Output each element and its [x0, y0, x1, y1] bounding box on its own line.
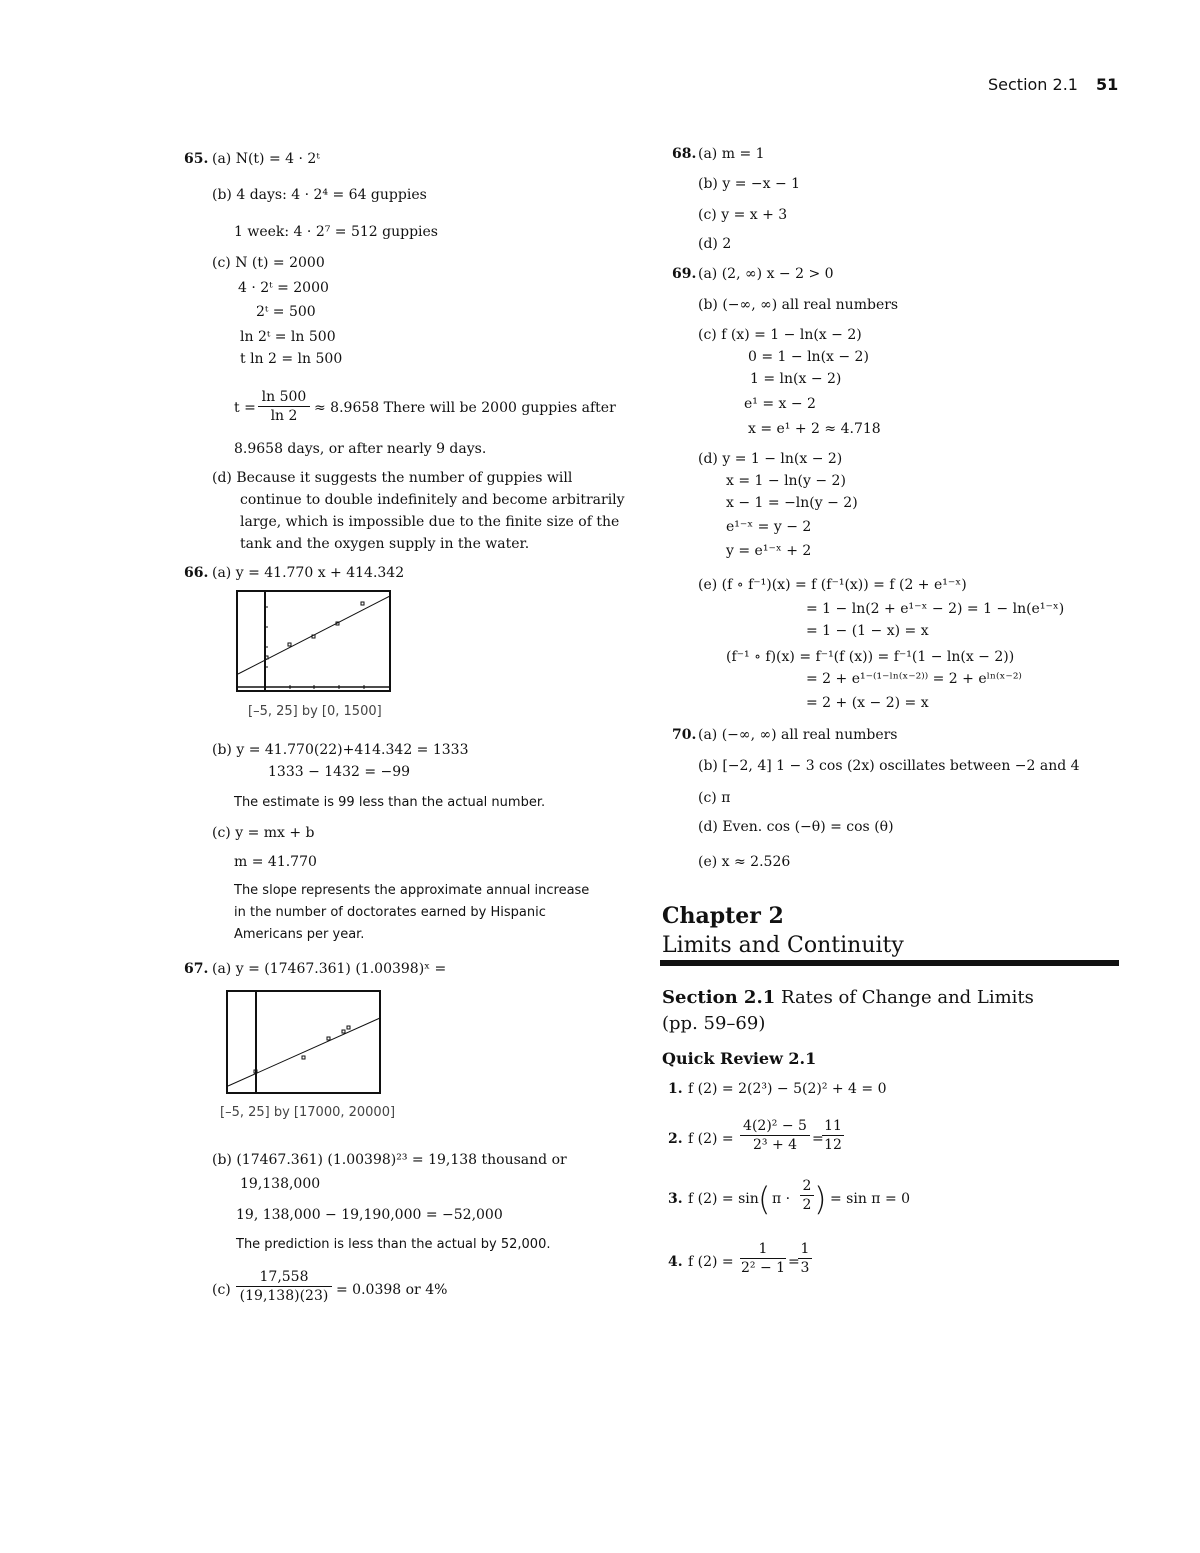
answer-line: (a) (−∞, ∞) all real numbers — [698, 727, 898, 743]
answer-line: large, which is impossible due to the finite size of the — [240, 514, 620, 530]
answer-line: continue to double indefinitely and become arbitrarily — [240, 492, 625, 508]
answer-line: = 2 + e¹⁻⁽¹⁻ˡⁿ⁽ˣ⁻²⁾⁾ = 2 + eˡⁿ⁽ˣ⁻²⁾ — [806, 671, 1022, 687]
problem-number: 67. — [184, 961, 209, 977]
answer-line: = 0.0398 or 4% — [336, 1282, 448, 1298]
answer-line: 1 = ln(x − 2) — [750, 371, 842, 387]
answer-line: (a) (2, ∞) x − 2 > 0 — [698, 266, 834, 282]
fraction — [236, 1268, 332, 1305]
page-number: 51 — [1096, 75, 1119, 94]
answer-line: The estimate is 99 less than the actual number. — [234, 795, 546, 810]
right-paren: ) — [814, 1180, 827, 1218]
answer-line: x = 1 − ln(y − 2) — [726, 473, 846, 489]
answer-line: (c) π — [698, 790, 731, 806]
answer-line: (a) y = 41.770 x + 414.342 — [212, 565, 405, 581]
answer-line: (b) (−∞, ∞) all real numbers — [698, 297, 899, 313]
answer-line: (e) x ≈ 2.526 — [698, 854, 791, 870]
answer-line: f (2) = 2(2³) − 5(2)² + 4 = 0 — [688, 1081, 887, 1097]
calculator-graph-66 — [236, 590, 392, 694]
answer-line: (d) Because it suggests the number of guppies will — [212, 470, 573, 486]
left-paren: ( — [758, 1180, 771, 1218]
item-number: 2. — [668, 1131, 683, 1147]
fraction-denominator: 2² − 1 — [740, 1260, 786, 1276]
answer-line: x = e¹ + 2 ≈ 4.718 — [748, 421, 881, 437]
answer-line: (f⁻¹ ∘ f)(x) = f⁻¹(f (x)) = f⁻¹(1 − ln(x − 2)) — [726, 649, 1015, 665]
answer-line: (a) y = (17467.361) (1.00398)ˣ = — [212, 961, 447, 977]
answer-line: (c) f (x) = 1 − ln(x − 2) — [698, 327, 862, 343]
fraction — [258, 388, 310, 425]
answer-line: = sin π = 0 — [830, 1191, 911, 1207]
answer-line: e¹⁻ˣ = y − 2 — [726, 519, 812, 535]
answer-part: (c) — [212, 1282, 231, 1298]
chapter-label: Chapter 2 — [662, 903, 784, 929]
section-heading — [662, 987, 1034, 1009]
answer-line: e¹ = x − 2 — [744, 396, 816, 412]
answer-line: The slope represents the approximate annual increase — [234, 883, 590, 898]
answer-line: 19,138,000 — [240, 1176, 321, 1192]
problem-number: 65. — [184, 151, 209, 167]
answer-line: Americans per year. — [234, 927, 365, 942]
answer-line: (d) 2 — [698, 236, 732, 252]
equation-lhs: f (2) = — [688, 1131, 734, 1147]
graph-window-caption: [–5, 25] by [17000, 20000] — [220, 1105, 396, 1120]
answer-line: m = 41.770 — [234, 854, 317, 870]
answer-line: = 1 − (1 − x) = x — [806, 623, 929, 639]
fraction — [740, 1240, 786, 1277]
answer-line: (c) y = x + 3 — [698, 207, 788, 223]
answer-line: The prediction is less than the actual by 52,000. — [236, 1237, 551, 1252]
equals-sign: = — [812, 1131, 824, 1147]
graph-window-caption: [–5, 25] by [0, 1500] — [248, 704, 382, 719]
fraction-numerator: 4(2)² − 5 — [740, 1117, 810, 1136]
running-header-section: Section 2.1 — [988, 75, 1078, 94]
problem-number: 69. — [672, 266, 697, 282]
answer-line: (c) y = mx + b — [212, 825, 315, 841]
answer-line: (b) y = 41.770(22)+414.342 = 1333 — [212, 742, 469, 758]
fraction-numerator: 2 — [800, 1177, 814, 1196]
fraction-numerator: 17,558 — [236, 1268, 332, 1287]
fraction — [822, 1117, 844, 1154]
chapter-title: Limits and Continuity — [662, 933, 904, 958]
fraction — [798, 1240, 812, 1277]
fraction-denominator: 2 — [802, 1197, 812, 1213]
answer-line: (b) [−2, 4] 1 − 3 cos (2x) oscillates between −2 and 4 — [698, 758, 1080, 774]
item-number: 4. — [668, 1254, 683, 1270]
answer-line: ln 2ᵗ = ln 500 — [240, 329, 336, 345]
fraction-denominator: 2³ + 4 — [752, 1137, 798, 1153]
answer-line: 1333 − 1432 = −99 — [268, 764, 411, 780]
answer-line: (b) y = −x − 1 — [698, 176, 801, 192]
answer-line: t ln 2 = ln 500 — [240, 351, 343, 367]
equals-sign: = — [788, 1254, 800, 1270]
fraction — [800, 1177, 814, 1214]
fraction-numerator: 11 — [822, 1117, 844, 1136]
answer-line: (d) y = 1 − ln(x − 2) — [698, 451, 843, 467]
answer-line: 4 · 2ᵗ = 2000 — [238, 280, 329, 296]
answer-line: (b) (17467.361) (1.00398)²³ = 19,138 thousand or — [212, 1152, 567, 1168]
fraction-numerator: ln 500 — [258, 388, 310, 407]
answer-line: x − 1 = −ln(y − 2) — [726, 495, 858, 511]
item-number: 3. — [668, 1191, 683, 1207]
answer-line: 2ᵗ = 500 — [256, 304, 316, 320]
calculator-graph-67 — [226, 990, 382, 1096]
answer-line: y = e¹⁻ˣ + 2 — [726, 543, 812, 559]
fraction-numerator: 1 — [740, 1240, 786, 1259]
answer-line: (b) 4 days: 4 · 2⁴ = 64 guppies — [212, 187, 427, 203]
answer-line: (d) Even. cos (−θ) = cos (θ) — [698, 819, 894, 835]
fraction-numerator: 1 — [798, 1240, 812, 1259]
answer-line: 1 week: 4 · 2⁷ = 512 guppies — [234, 224, 438, 240]
section-pages: (pp. 59–69) — [662, 1013, 766, 1034]
fraction-denominator: (19,138)(23) — [239, 1288, 329, 1304]
answer-line: in the number of doctorates earned by Hispanic — [234, 905, 546, 920]
answer-line: (e) (f ∘ f⁻¹)(x) = f (f⁻¹(x)) = f (2 + e¹⁻ˣ) — [698, 577, 967, 593]
equation-lhs: f (2) = sin — [688, 1191, 759, 1207]
answer-line: = 2 + (x − 2) = x — [806, 695, 929, 711]
equation-lhs: f (2) = — [688, 1254, 734, 1270]
equation-term: π · — [772, 1191, 791, 1207]
answer-line: 19, 138,000 − 19,190,000 = −52,000 — [236, 1207, 503, 1223]
chapter-rule — [660, 960, 1119, 966]
fraction — [740, 1117, 810, 1154]
fraction-denominator: 12 — [824, 1137, 842, 1153]
problem-number: 68. — [672, 146, 697, 162]
answer-line: 0 = 1 − ln(x − 2) — [748, 349, 869, 365]
answer-line: = 1 − ln(2 + e¹⁻ˣ − 2) = 1 − ln(e¹⁻ˣ) — [806, 601, 1065, 617]
equation-lhs: t = — [234, 400, 256, 416]
fraction-denominator: 3 — [800, 1260, 810, 1276]
fraction-denominator: ln 2 — [270, 408, 298, 424]
answer-line: (c) N (t) = 2000 — [212, 255, 325, 271]
answer-line: tank and the oxygen supply in the water. — [240, 536, 530, 552]
answer-line: (a) N(t) = 4 · 2ᵗ — [212, 151, 320, 167]
answer-line: ≈ 8.9658 There will be 2000 guppies after — [314, 400, 616, 416]
item-number: 1. — [668, 1081, 683, 1097]
quick-review-title: Quick Review 2.1 — [662, 1049, 817, 1068]
problem-number: 70. — [672, 727, 697, 743]
answer-line: (a) m = 1 — [698, 146, 765, 162]
answer-line: 8.9658 days, or after nearly 9 days. — [234, 441, 487, 457]
problem-number: 66. — [184, 565, 209, 581]
section-title: Rates of Change and Limits — [780, 987, 1034, 1008]
section-label: Section 2.1 — [662, 987, 776, 1008]
